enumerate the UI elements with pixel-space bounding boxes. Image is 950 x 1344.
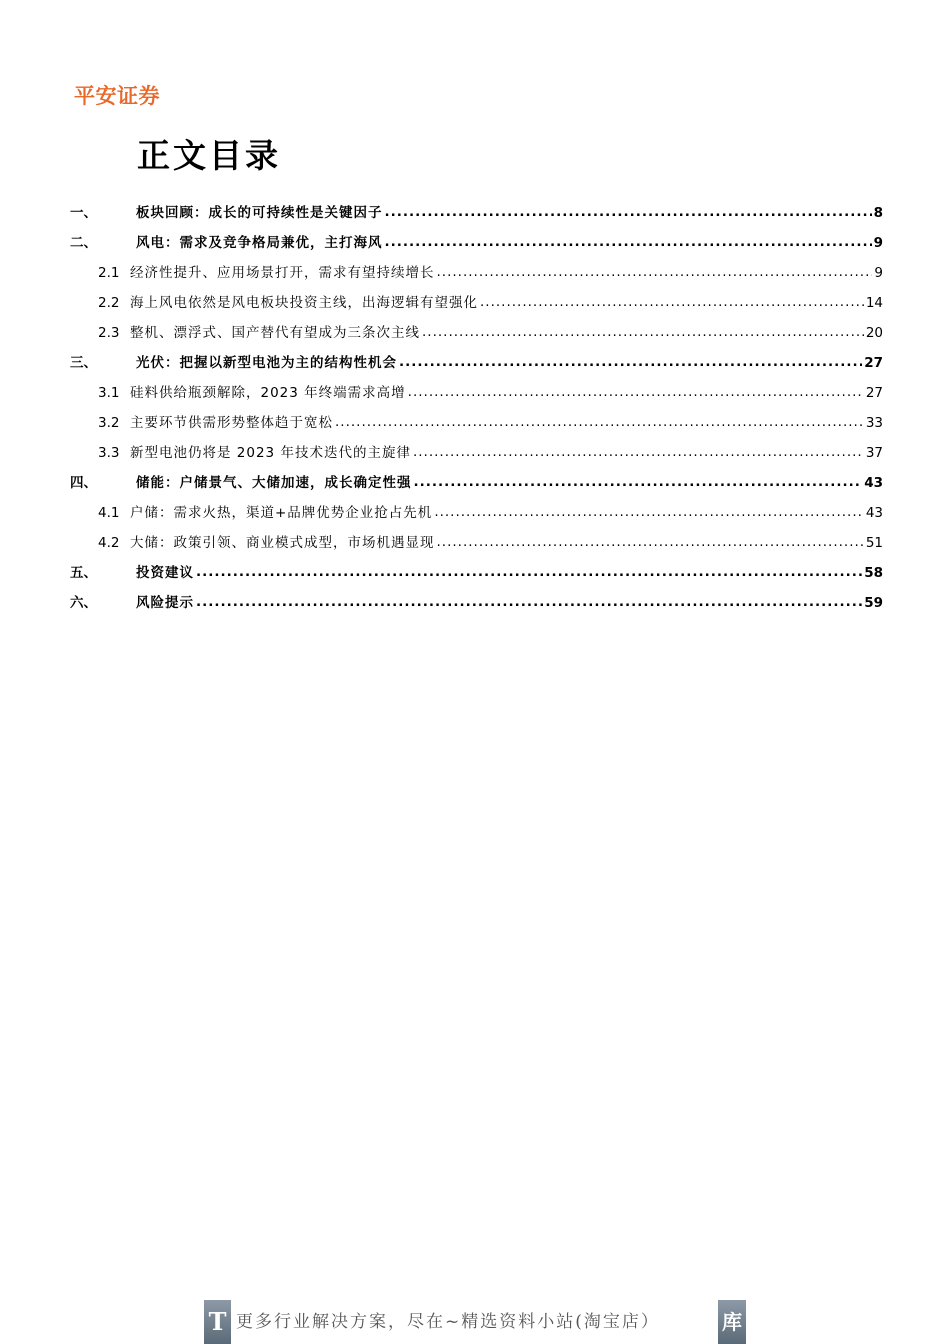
toc-entry-number: 2.3 <box>98 325 120 341</box>
toc-leader-dots <box>385 227 872 257</box>
toc-chapter-entry[interactable] <box>70 348 883 378</box>
footer-text: 更多行业解决方案，尽在~精选资料小站(淘宝店） <box>236 1312 660 1332</box>
toc-entry-page: 59 <box>864 595 883 611</box>
toc-leader-dots <box>434 497 864 527</box>
toc-entry-number: 五、 <box>70 565 97 581</box>
toc-entry-number: 3.1 <box>98 385 120 401</box>
toc-entry-title: 大储：政策引领、商业模式成型，市场机遇显现 <box>130 535 435 551</box>
toc-leader-dots <box>399 347 862 377</box>
toc-section-entry[interactable] <box>70 378 883 408</box>
toc-entry-title: 储能：户储景气、大储加速，成长确定性强 <box>136 475 412 491</box>
footer-watermark <box>204 1300 746 1344</box>
toc-entry-page: 14 <box>865 295 883 311</box>
toc-entry-page: 58 <box>864 565 883 581</box>
toc-leader-dots <box>480 287 864 317</box>
toc-entry-page: 27 <box>864 355 883 371</box>
toc-chapter-entry[interactable] <box>70 558 883 588</box>
toc-entry-page: 51 <box>865 535 883 551</box>
brand-logo: 平安证券 <box>74 84 160 108</box>
toc-entry-title: 新型电池仍将是 2023 年技术迭代的主旋律 <box>130 445 411 461</box>
toc-leader-dots <box>196 557 862 587</box>
toc-section-entry[interactable] <box>70 318 883 348</box>
toc-entry-title: 风电：需求及竞争格局兼优，主打海风 <box>136 235 383 251</box>
toc-leader-dots <box>414 467 863 497</box>
toc-entry-title: 风险提示 <box>136 595 194 611</box>
toc-entry-number: 六、 <box>70 595 97 611</box>
toc-entry-title: 整机、漂浮式、国产替代有望成为三条次主线 <box>130 325 420 341</box>
toc-leader-dots <box>413 437 864 467</box>
toc-chapter-entry[interactable] <box>70 468 883 498</box>
toc-entry-number: 4.1 <box>98 505 120 521</box>
toc-leader-dots <box>196 587 862 617</box>
toc-leader-dots <box>437 527 864 557</box>
toc-section-entry[interactable] <box>70 408 883 438</box>
toc-entry-page: 33 <box>865 415 883 431</box>
toc-entry-number: 一、 <box>70 205 97 221</box>
toc-chapter-entry[interactable] <box>70 588 883 618</box>
toc-section-entry[interactable] <box>70 258 883 288</box>
toc-entry-number: 2.1 <box>98 265 120 281</box>
toc-entry-number: 3.3 <box>98 445 120 461</box>
footer-right-badge: 库 <box>718 1300 746 1344</box>
toc-section-entry[interactable] <box>70 498 883 528</box>
toc-chapter-entry[interactable] <box>70 198 883 228</box>
toc-entry-title: 板块回顾：成长的可持续性是关键因子 <box>136 205 383 221</box>
toc-section-entry[interactable] <box>70 528 883 558</box>
toc-entry-number: 3.2 <box>98 415 120 431</box>
toc-section-entry[interactable] <box>70 438 883 468</box>
page-title: 正文目录 <box>137 136 281 175</box>
toc-chapter-entry[interactable] <box>70 228 883 258</box>
toc-entry-page: 20 <box>865 325 883 341</box>
toc-entry-page: 27 <box>865 385 883 401</box>
toc-entry-number: 二、 <box>70 235 97 251</box>
toc-leader-dots <box>437 257 873 287</box>
toc-entry-page: 9 <box>874 265 883 281</box>
toc-entry-title: 主要环节供需形势整体趋于宽松 <box>130 415 333 431</box>
toc-entry-number: 2.2 <box>98 295 120 311</box>
toc-entry-number: 三、 <box>70 355 97 371</box>
toc-entry-title: 光伏：把握以新型电池为主的结构性机会 <box>136 355 397 371</box>
toc-entry-title: 经济性提升、应用场景打开，需求有望持续增长 <box>130 265 435 281</box>
toc-entry-page: 8 <box>873 205 883 221</box>
footer-left-badge: T <box>204 1300 231 1344</box>
toc-leader-dots <box>335 407 864 437</box>
toc-entry-number: 四、 <box>70 475 97 491</box>
toc-entry-page: 43 <box>864 475 883 491</box>
toc-leader-dots <box>385 197 872 227</box>
toc-leader-dots <box>408 377 864 407</box>
toc-entry-title: 投资建议 <box>136 565 194 581</box>
toc-entry-page: 43 <box>865 505 883 521</box>
toc-entry-page: 37 <box>865 445 883 461</box>
toc-entry-title: 海上风电依然是风电板块投资主线，出海逻辑有望强化 <box>130 295 478 311</box>
toc-entry-page: 9 <box>873 235 883 251</box>
table-of-contents <box>70 198 883 618</box>
toc-entry-title: 硅料供给瓶颈解除，2023 年终端需求高增 <box>130 385 406 401</box>
toc-entry-number: 4.2 <box>98 535 120 551</box>
toc-entry-title: 户储：需求火热，渠道+品牌优势企业抢占先机 <box>130 505 433 521</box>
toc-section-entry[interactable] <box>70 288 883 318</box>
toc-leader-dots <box>422 317 864 347</box>
